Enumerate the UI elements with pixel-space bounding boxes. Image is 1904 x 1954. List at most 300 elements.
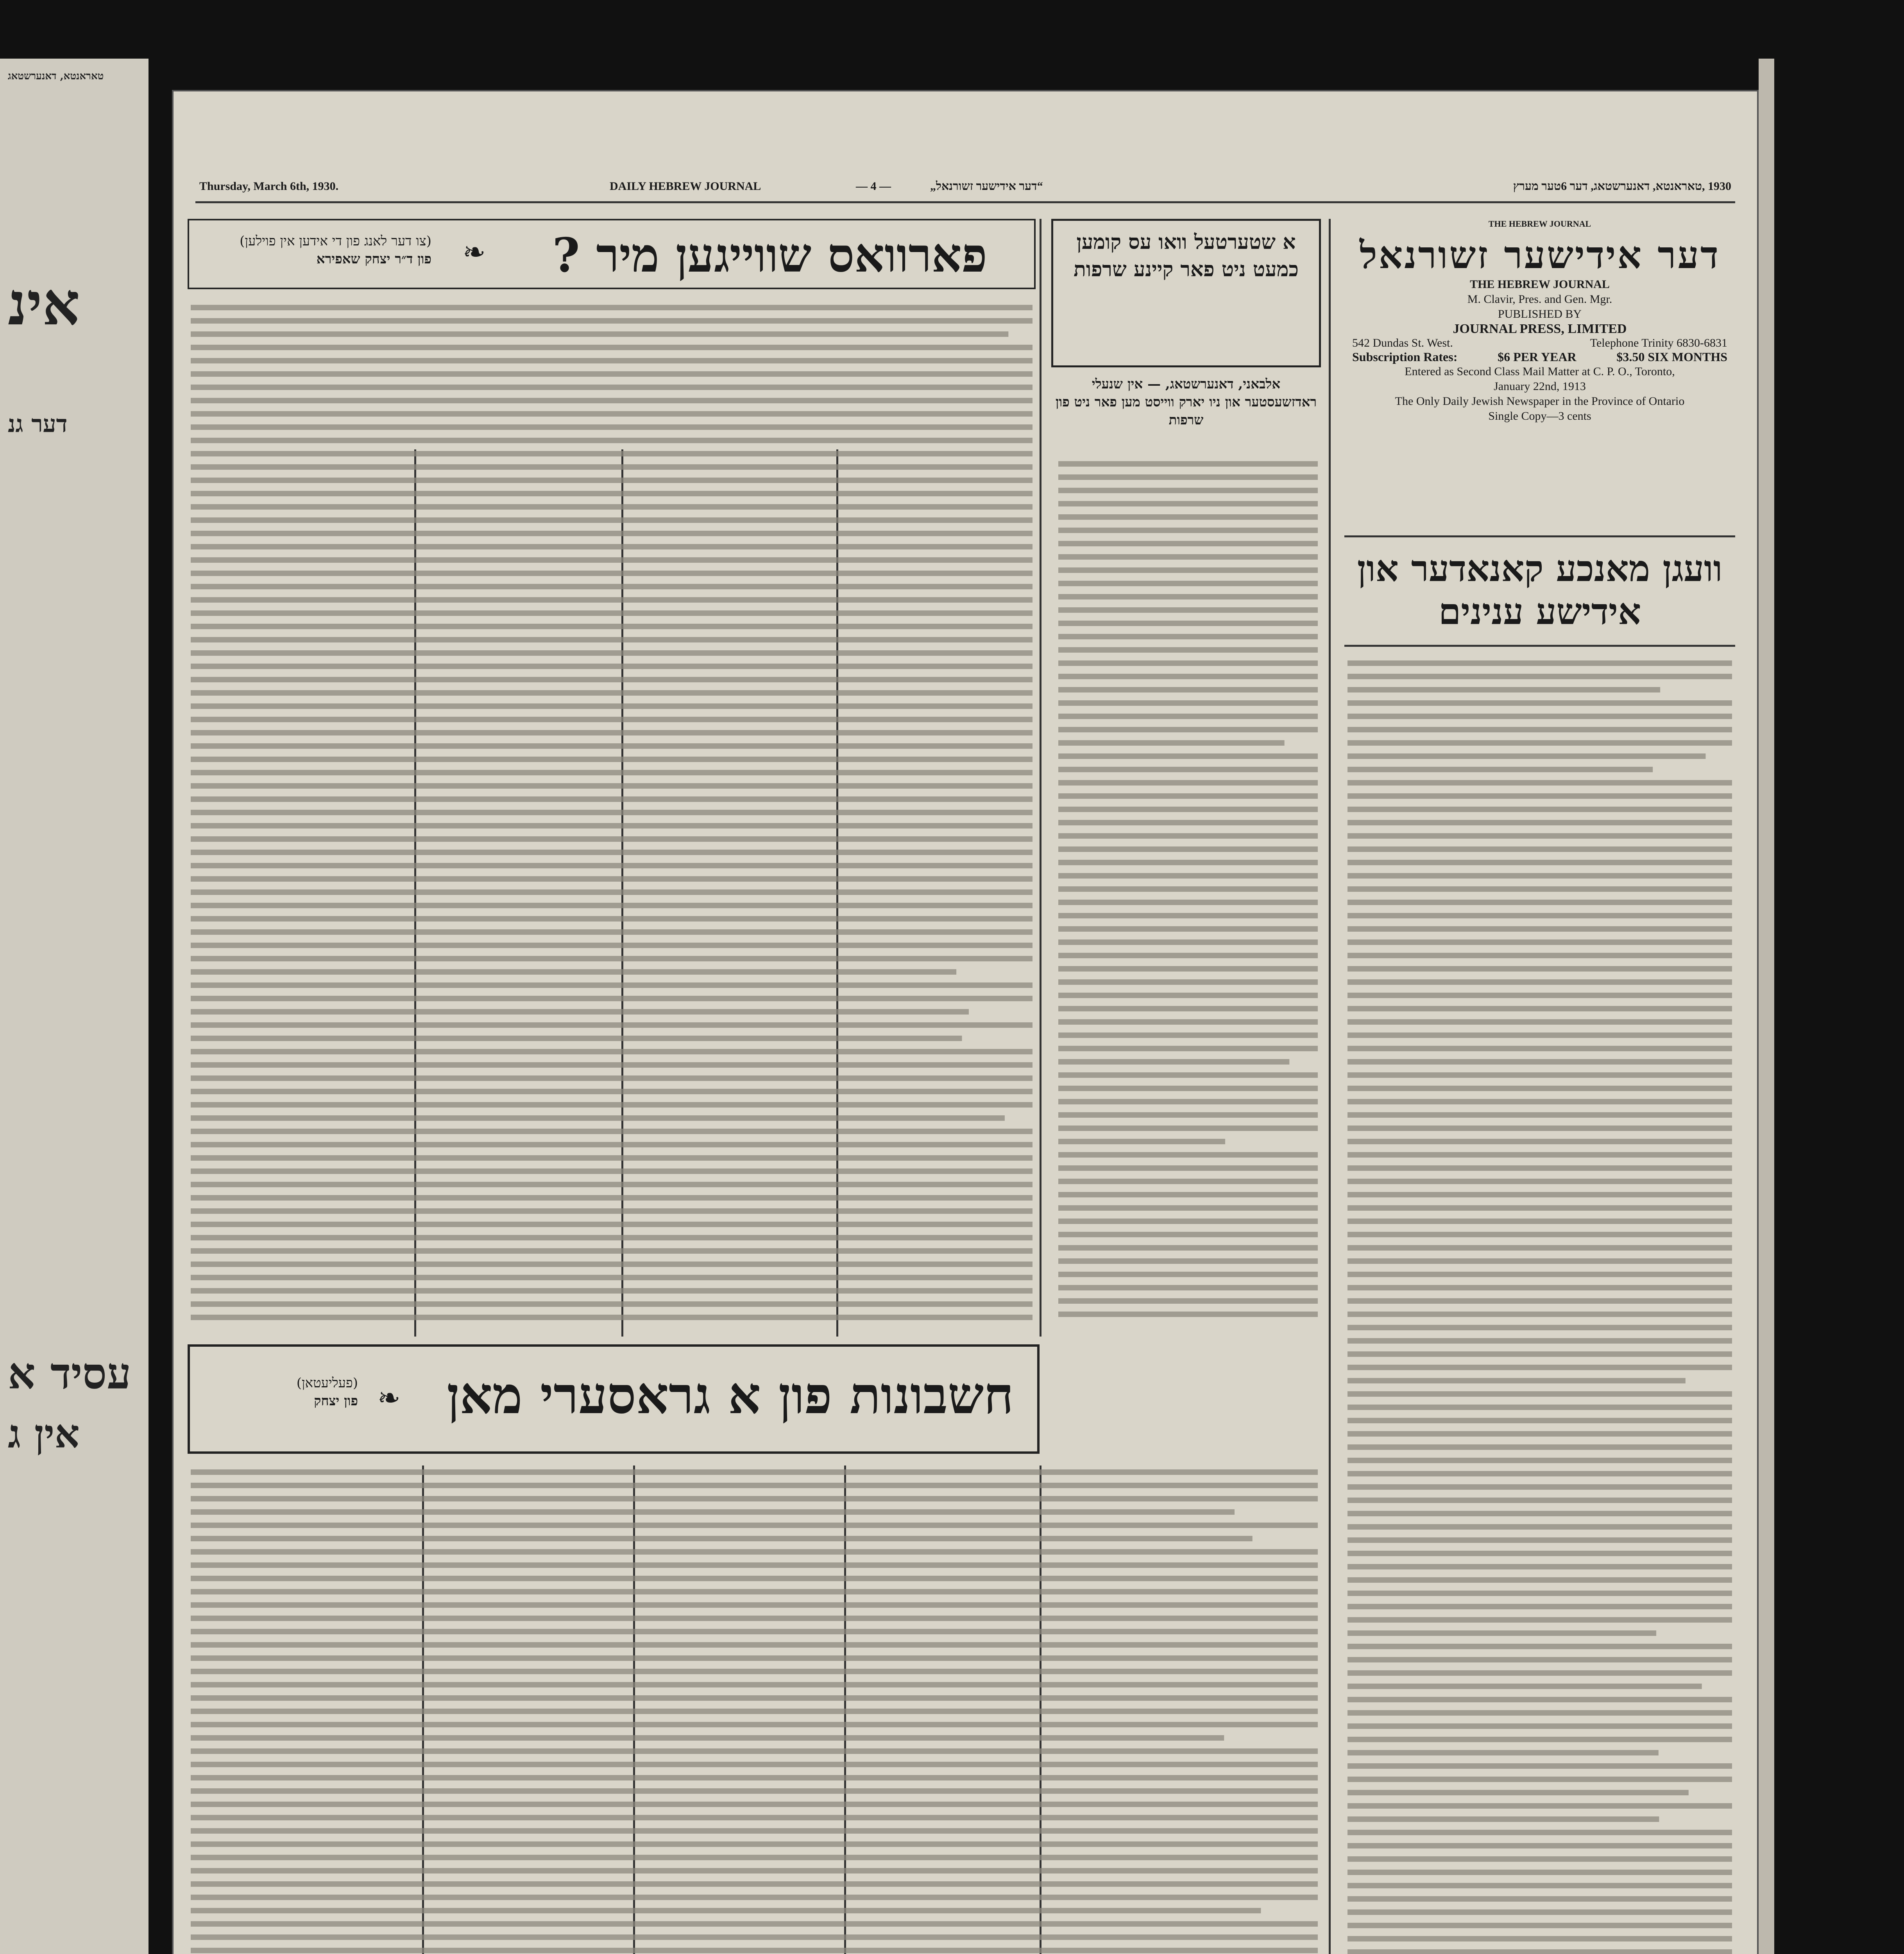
text-line <box>1347 833 1732 839</box>
text-line <box>191 1496 1318 1501</box>
text-line <box>191 398 1033 403</box>
text-line <box>1347 1059 1732 1065</box>
text-line <box>1347 1524 1732 1530</box>
text-line <box>1058 1205 1318 1211</box>
text-line <box>191 1549 1318 1555</box>
text-line <box>191 544 1033 549</box>
text-line <box>1347 1723 1732 1729</box>
text-line <box>191 1616 1318 1621</box>
masthead-rate-six: $3.50 SIX MONTHS <box>1616 350 1727 364</box>
text-line <box>1058 1112 1318 1118</box>
text-line <box>1058 1219 1318 1224</box>
editorial-body <box>1344 657 1735 1954</box>
text-line <box>1347 1856 1732 1862</box>
text-line <box>191 491 1033 496</box>
text-line <box>191 358 1033 363</box>
text-line <box>1347 727 1732 732</box>
text-line <box>191 1948 1318 1953</box>
bottom-article-byline-1: (פעליעטאן) <box>296 1375 358 1391</box>
header-paper-yi: „דער אידישער זשורנאל“ <box>930 180 1043 193</box>
text-line <box>191 624 1033 629</box>
body-text-lines <box>188 1466 1321 1954</box>
text-line <box>191 1788 1318 1794</box>
text-line <box>1347 674 1732 679</box>
text-line <box>191 1022 1033 1028</box>
text-line <box>191 1469 1318 1475</box>
text-line <box>1347 1338 1732 1344</box>
text-line <box>191 1562 1318 1568</box>
text-line <box>1347 660 1732 666</box>
page-header <box>195 176 1735 203</box>
text-line <box>191 1921 1318 1927</box>
text-line <box>191 584 1033 589</box>
text-line <box>191 850 1033 855</box>
text-line <box>191 1908 1261 1913</box>
text-line <box>1347 1909 1732 1915</box>
text-line <box>1058 461 1318 467</box>
text-line <box>1058 554 1318 560</box>
column-rule <box>1329 219 1331 1954</box>
text-line <box>191 810 1033 815</box>
page-edge <box>1759 59 1774 1954</box>
text-line <box>1058 488 1318 493</box>
text-line <box>1347 873 1732 879</box>
text-line <box>191 1222 1033 1227</box>
text-line <box>1058 1165 1318 1171</box>
text-line <box>191 1129 1033 1134</box>
masthead-rule <box>1344 535 1735 537</box>
text-line <box>191 677 1033 682</box>
text-line <box>191 770 1033 775</box>
body-text-lines <box>1344 657 1735 1954</box>
text-line <box>191 650 1033 656</box>
text-line <box>191 1102 1033 1108</box>
text-line <box>1347 793 1732 799</box>
text-line <box>1058 1046 1318 1051</box>
text-line <box>1347 1418 1732 1423</box>
text-line <box>1347 767 1653 772</box>
text-line <box>191 504 1033 510</box>
text-line <box>1347 1551 1732 1556</box>
text-line <box>1058 594 1318 599</box>
text-line <box>1347 1391 1732 1397</box>
text-line <box>1347 1750 1659 1755</box>
text-line <box>1058 581 1318 586</box>
text-line <box>1347 1152 1732 1158</box>
text-line <box>1058 1032 1318 1038</box>
text-line <box>1347 1896 1732 1902</box>
text-line <box>191 1483 1318 1488</box>
adjacent-headline-3: עסיד א <box>8 1348 131 1399</box>
text-line <box>1347 1099 1732 1104</box>
ornament-icon: ❧ <box>378 1382 401 1414</box>
text-line <box>1058 913 1318 918</box>
text-line <box>191 703 1033 709</box>
text-line <box>191 1262 1033 1267</box>
main-article-headline: פארוואס שווייגען מיר ? <box>552 228 987 283</box>
text-line <box>1347 1577 1732 1583</box>
text-line <box>191 743 1033 749</box>
bottom-article-header-box <box>188 1344 1040 1454</box>
text-line <box>1347 714 1732 719</box>
text-line <box>191 1895 1318 1900</box>
masthead-small-title: THE HEBREW JOURNAL <box>1488 219 1591 229</box>
text-line <box>1058 1179 1318 1184</box>
text-line <box>191 956 1033 961</box>
text-line <box>191 1669 1318 1674</box>
text-line <box>191 730 1033 735</box>
text-line <box>1058 1006 1318 1011</box>
text-line <box>1058 966 1318 972</box>
header-date-yi: 1930 ,טאראנטא, דאנערשטאג, דער 6טער מערץ <box>1513 180 1731 193</box>
text-line <box>1058 1258 1318 1264</box>
text-line <box>191 610 1033 616</box>
bottom-article-byline-2: פון יצחק <box>314 1393 358 1409</box>
text-line <box>191 531 1033 536</box>
text-line <box>191 796 1033 802</box>
text-line <box>191 424 1033 430</box>
text-line <box>1058 1312 1318 1317</box>
main-article-header-box <box>188 219 1036 289</box>
text-line <box>191 517 1033 523</box>
text-line <box>1347 1019 1732 1025</box>
text-line <box>191 1509 1235 1515</box>
text-line <box>191 1881 1318 1887</box>
masthead-address: 542 Dundas St. West. <box>1352 336 1453 349</box>
text-line <box>1347 860 1732 865</box>
text-line <box>1058 514 1318 520</box>
bottom-article-headline: חשבונות פון א גראסערי מאן <box>447 1365 1014 1425</box>
text-line <box>191 1709 1318 1714</box>
text-line <box>191 1275 1033 1280</box>
text-line <box>1347 1816 1659 1822</box>
text-line <box>1058 807 1318 812</box>
text-line <box>1058 621 1318 626</box>
text-line <box>1347 1949 1732 1954</box>
text-line <box>191 1288 1033 1294</box>
text-line <box>1058 740 1285 746</box>
text-line <box>1347 1458 1732 1463</box>
text-line <box>1058 1019 1318 1025</box>
text-line <box>1347 1630 1656 1636</box>
text-line <box>191 1036 962 1041</box>
text-line <box>1347 1670 1732 1676</box>
text-line <box>1058 528 1318 533</box>
text-line <box>1058 900 1318 905</box>
text-line <box>1058 1059 1289 1065</box>
editorial-headline: וועגן מאנכע קאנאדער און אידישע ענינים <box>1357 548 1723 633</box>
text-line <box>191 1075 1033 1081</box>
text-line <box>1347 1883 1732 1888</box>
text-line <box>1347 1046 1732 1051</box>
text-line <box>1347 1657 1732 1662</box>
side-article-headline: א שטערטעל וואו עס קומען כמעט ניט פאר קיינע שרפות <box>1074 230 1299 281</box>
text-line <box>191 1182 1033 1187</box>
text-line <box>1058 1285 1318 1290</box>
text-line <box>1058 793 1318 799</box>
text-line <box>1347 740 1732 746</box>
text-line <box>191 1235 1033 1240</box>
text-line <box>191 1536 1253 1541</box>
text-line <box>1347 1484 1732 1490</box>
text-line <box>191 385 1033 390</box>
text-line <box>191 1682 1318 1687</box>
text-line <box>1347 1498 1732 1503</box>
text-line <box>1058 647 1318 653</box>
text-line <box>191 1523 1318 1528</box>
text-line <box>191 1168 1033 1174</box>
text-line <box>1058 714 1318 719</box>
masthead-editors: M. Clavir, Pres. and Gen. Mgr. <box>1467 293 1612 306</box>
text-line <box>1058 939 1318 945</box>
text-line <box>1347 913 1732 918</box>
text-line <box>1347 1219 1732 1224</box>
text-line <box>191 637 1033 642</box>
text-line <box>191 345 1033 350</box>
text-line <box>1058 873 1318 879</box>
text-line <box>1347 1365 1732 1370</box>
masthead-en-title: THE HEBREW JOURNAL <box>1470 278 1610 291</box>
text-line <box>1347 1737 1732 1742</box>
text-line <box>191 438 1033 443</box>
text-line <box>1058 886 1318 892</box>
text-line <box>1347 1604 1732 1609</box>
text-line <box>1058 767 1318 772</box>
text-line <box>191 889 1033 895</box>
text-line <box>191 836 1033 842</box>
text-line <box>1347 1126 1732 1131</box>
text-line <box>191 1301 1033 1307</box>
adjacent-page-strip <box>0 59 149 1954</box>
text-line <box>1347 993 1732 998</box>
text-line <box>1347 1405 1732 1410</box>
masthead-telephone: Telephone Trinity 6830-6831 <box>1590 336 1727 349</box>
text-line <box>1347 1139 1732 1144</box>
text-line <box>191 664 1033 669</box>
text-line <box>1347 1511 1732 1516</box>
text-line <box>1058 1139 1225 1144</box>
text-line <box>1347 1245 1732 1251</box>
text-line <box>1347 1923 1732 1928</box>
main-article-body <box>188 301 1036 1333</box>
text-line <box>191 717 1033 722</box>
text-line <box>1058 1232 1318 1237</box>
text-line <box>1347 1006 1732 1011</box>
text-line <box>1347 1697 1732 1702</box>
masthead-title: דער אידישער זשורנאל <box>1359 233 1720 277</box>
text-line <box>1347 1644 1732 1649</box>
text-line <box>1058 1072 1318 1078</box>
column-rule <box>1040 219 1041 1337</box>
main-article-byline-1: (צו דער לאנג פון די אידען אין פוילען) <box>240 233 431 249</box>
text-line <box>191 943 1033 948</box>
text-line <box>1058 660 1318 666</box>
text-line <box>191 1655 1318 1661</box>
text-line <box>191 411 1033 417</box>
text-line <box>1347 846 1732 852</box>
adjacent-headline-2: דער גנ <box>8 410 68 438</box>
text-line <box>191 1009 969 1015</box>
text-line <box>1347 1431 1732 1437</box>
text-line <box>1058 979 1318 985</box>
text-line <box>191 1208 1033 1214</box>
text-line <box>191 757 1033 762</box>
masthead-subs-label: Subscription Rates: <box>1352 350 1458 364</box>
text-line <box>1058 474 1318 480</box>
text-line <box>191 690 1033 696</box>
text-line <box>191 876 1033 882</box>
text-line <box>1058 687 1318 692</box>
text-line <box>1058 634 1318 639</box>
text-line <box>1347 1936 1732 1941</box>
text-line <box>191 1855 1318 1860</box>
text-line <box>191 1841 1318 1847</box>
text-line <box>1058 700 1318 706</box>
text-line <box>1058 993 1318 998</box>
ornament-icon: ❧ <box>463 236 486 268</box>
text-line <box>191 464 1033 470</box>
text-line <box>1058 674 1318 679</box>
masthead-published-by: PUBLISHED BY <box>1498 308 1582 320</box>
text-line <box>191 1868 1318 1873</box>
text-line <box>191 1695 1318 1701</box>
text-line <box>1347 1378 1686 1383</box>
text-line <box>1347 1777 1732 1782</box>
text-line <box>1347 966 1732 972</box>
text-line <box>1058 1099 1318 1104</box>
text-line <box>1347 1232 1732 1237</box>
text-line <box>191 1762 1318 1767</box>
masthead-entered-date: January 22nd, 1913 <box>1494 380 1586 393</box>
text-line <box>1347 1272 1732 1277</box>
text-line <box>1058 1298 1318 1304</box>
text-line <box>191 1735 1224 1741</box>
text-line <box>191 823 1033 828</box>
text-line <box>1347 979 1732 985</box>
text-line <box>1058 1152 1318 1158</box>
text-line <box>191 1195 1033 1201</box>
text-line <box>1058 820 1318 825</box>
masthead-single-copy: Single Copy—3 cents <box>1488 410 1591 422</box>
text-line <box>1347 1325 1732 1330</box>
text-line <box>1058 1086 1318 1091</box>
text-line <box>191 1642 1318 1648</box>
text-line <box>191 305 1033 310</box>
text-line <box>191 1934 1318 1940</box>
text-line <box>1058 607 1318 613</box>
text-line <box>191 1775 1318 1780</box>
text-line <box>1347 1351 1732 1357</box>
text-line <box>1347 700 1732 706</box>
text-line <box>1347 1591 1732 1596</box>
text-line <box>1058 926 1318 932</box>
text-line <box>1347 820 1732 825</box>
text-line <box>1058 1272 1318 1277</box>
masthead-contact-row <box>1344 336 1735 350</box>
text-line <box>191 1315 1033 1320</box>
masthead-rates-row <box>1344 350 1735 364</box>
text-line <box>1347 939 1732 945</box>
body-text-lines <box>188 301 1036 1333</box>
text-line <box>1347 1086 1732 1091</box>
text-line <box>191 982 1033 988</box>
text-line <box>191 996 1033 1001</box>
text-line <box>1347 1763 1732 1769</box>
text-line <box>1347 780 1732 786</box>
text-line <box>191 1089 1033 1094</box>
text-line <box>1347 1790 1689 1795</box>
main-article-byline-2: פון ד״ר יצחק שאפירא <box>316 251 431 267</box>
text-line <box>1347 1112 1732 1118</box>
text-line <box>191 451 1033 456</box>
text-line <box>1347 1803 1732 1809</box>
masthead-entered: Entered as Second Class Mail Matter at C. P. O., Toronto, <box>1405 365 1675 378</box>
header-page-number: — 4 — <box>856 180 891 193</box>
text-line <box>1347 1072 1732 1078</box>
text-line <box>1058 1126 1318 1131</box>
text-line <box>191 1248 1033 1254</box>
text-line <box>1347 953 1732 958</box>
text-line <box>191 557 1033 563</box>
text-line <box>1347 1537 1732 1543</box>
text-line <box>191 597 1033 603</box>
text-line <box>1347 807 1732 812</box>
text-line <box>1058 1192 1318 1197</box>
text-line <box>1058 567 1318 573</box>
text-line <box>1058 860 1318 865</box>
body-text-lines <box>1055 457 1321 1333</box>
masthead-publisher: JOURNAL PRESS, LIMITED <box>1453 322 1627 336</box>
text-line <box>1347 1471 1732 1476</box>
text-line <box>1347 1258 1732 1264</box>
text-line <box>1058 833 1318 839</box>
text-line <box>191 1828 1318 1834</box>
bottom-article-body <box>188 1466 1321 1954</box>
text-line <box>191 571 1033 576</box>
text-line <box>1347 1564 1732 1569</box>
text-line <box>191 318 1033 324</box>
masthead-rate-year: $6 PER YEAR <box>1498 350 1577 364</box>
adjacent-headline-4: אין ג <box>8 1411 80 1457</box>
text-line <box>191 1155 1033 1161</box>
side-article-header-box <box>1051 219 1321 367</box>
text-line <box>1347 753 1705 759</box>
adjacent-headline-1: אינ <box>8 270 80 338</box>
text-line <box>191 1629 1318 1634</box>
header-date-en: Thursday, March 6th, 1930. <box>199 180 339 193</box>
text-line <box>1058 846 1318 852</box>
text-line <box>1058 1245 1318 1251</box>
text-line <box>191 331 1008 337</box>
text-line <box>191 1815 1318 1820</box>
text-line <box>1347 1285 1732 1290</box>
adjacent-header: טאראנטא, דאנערשטאג <box>8 70 104 82</box>
text-line <box>1058 953 1318 958</box>
text-line <box>191 929 1033 935</box>
text-line <box>1347 1870 1732 1875</box>
text-line <box>1347 1179 1732 1184</box>
text-line <box>1347 1298 1732 1304</box>
editorial-rule <box>1344 645 1735 647</box>
text-line <box>1347 1165 1732 1171</box>
main-article-byline <box>197 232 431 268</box>
masthead-only-daily: The Only Daily Jewish Newspaper in the Province of Ontario <box>1395 395 1685 408</box>
text-line <box>191 969 956 975</box>
text-line <box>191 1589 1318 1594</box>
text-line <box>1347 1192 1732 1197</box>
text-line <box>191 478 1033 483</box>
text-line <box>1347 1617 1732 1623</box>
